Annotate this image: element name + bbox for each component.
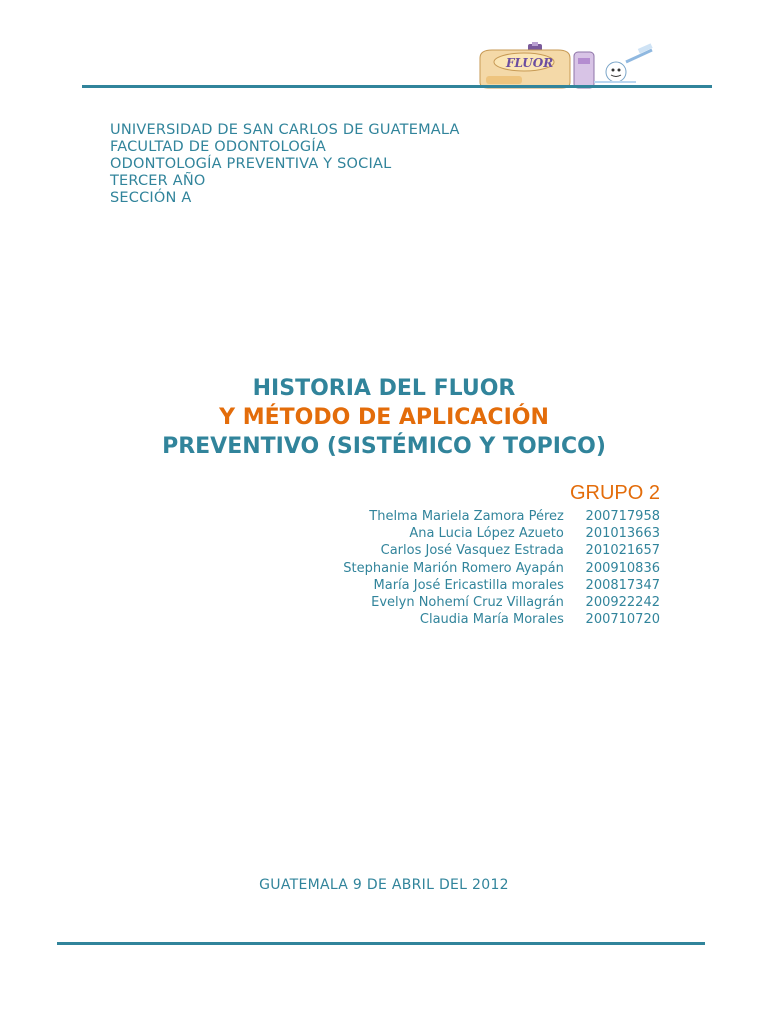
document-date: GUATEMALA 9 DE ABRIL DEL 2012 [259, 877, 509, 893]
section-label: SECCIÓN A [110, 190, 192, 206]
institution-header [110, 122, 460, 207]
list-item [343, 508, 660, 525]
list-item [343, 611, 660, 628]
list-item [343, 542, 660, 559]
course-name: ODONTOLOGÍA PREVENTIVA Y SOCIAL [110, 156, 392, 172]
bottom-divider [57, 942, 705, 945]
member-id: 200910836 [585, 560, 660, 576]
member-name: Ana Lucia López Azueto [409, 526, 564, 542]
fluor-logo-image [466, 42, 660, 90]
faculty-name: FACULTAD DE ODONTOLOGÍA [110, 139, 326, 155]
member-id: 200717958 [585, 509, 660, 524]
document-title [0, 374, 768, 461]
member-name: María José Ericastilla morales [373, 577, 564, 593]
group-label: GRUPO 2 [569, 482, 660, 504]
university-name: UNIVERSIDAD DE SAN CARLOS DE GUATEMALA [110, 122, 460, 138]
member-id: 200710720 [585, 612, 660, 628]
list-item [343, 525, 660, 542]
member-name: Carlos José Vasquez Estrada [380, 543, 564, 559]
list-item [343, 594, 660, 611]
member-id: 200817347 [585, 577, 660, 593]
member-list [343, 508, 660, 628]
year-label: TERCER AÑO [110, 173, 206, 189]
member-id: 201013663 [585, 526, 660, 542]
member-name: Thelma Mariela Zamora Pérez [369, 509, 564, 524]
title-line-3: PREVENTIVO (SISTÉMICO Y TOPICO) [162, 434, 606, 459]
member-id: 201021657 [585, 543, 660, 559]
logo-fluor-label: FLUOR [506, 56, 554, 70]
member-name: Stephanie Marión Romero Ayapán [343, 560, 564, 576]
list-item [343, 577, 660, 594]
member-id: 200922242 [585, 595, 660, 611]
title-line-1: HISTORIA DEL FLUOR [252, 376, 516, 401]
member-name: Evelyn Nohemí Cruz Villagrán [371, 595, 564, 611]
top-divider [82, 85, 712, 88]
member-name: Claudia María Morales [419, 612, 564, 628]
list-item [343, 560, 660, 577]
title-line-2: Y MÉTODO DE APLICACIÓN [219, 405, 549, 430]
